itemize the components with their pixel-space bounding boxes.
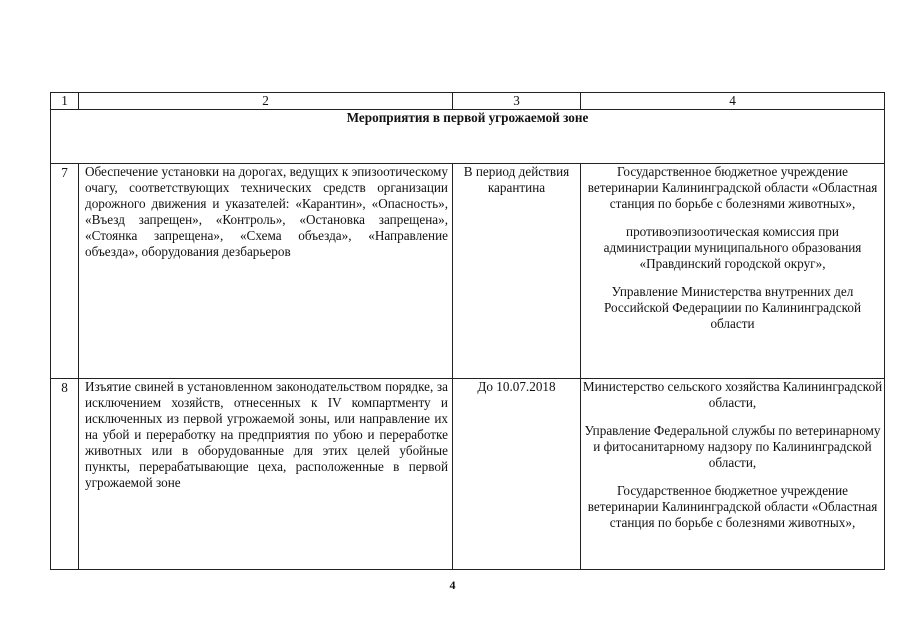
row-period: В период действия карантина [453, 164, 581, 379]
row-description [79, 379, 453, 570]
table-row [51, 164, 885, 379]
responsible-item: Государственное бюджетное учреждение ветеринарии Калининградской области «Областная станция по борьбе с болезнями животных», [587, 164, 878, 211]
header-row [51, 93, 885, 110]
row-period: До 10.07.2018 [453, 379, 581, 570]
header-col-2: 2 [79, 93, 453, 110]
responsible-item: Министерство сельского хозяйства Калининградской области, [582, 379, 883, 410]
header-col-1: 1 [51, 93, 79, 110]
responsible-item: Управление Федеральной службы по ветеринарному и фитосанитарному надзору по Калининградской области, [584, 423, 881, 470]
description-text: Обеспечение установки на дорогах, ведущих к эпизоотическому очагу, соответствующих технических средств организации дорожного движения и указателей: «Карантин», «Опасность», «Въезд запрещен», «Контроль», «Остановка запрещена», «Стоянка запрещена», «Схема объезда», «Направление объезда», оборудования дезбарьеров [85, 164, 448, 259]
table-row [51, 379, 885, 570]
row-responsible [581, 164, 885, 379]
measures-table [50, 92, 885, 570]
section-row [51, 110, 885, 164]
row-description [79, 164, 453, 379]
row-number: 7 [51, 164, 79, 379]
section-title: Мероприятия в первой угрожаемой зоне [51, 110, 885, 164]
responsible-item: Управление Министерства внутренних дел Российской Федерациии по Калининградской области [603, 284, 862, 331]
description-text: Изъятие свиней в установленном законодательством порядке, за исключением хозяйств, отнесенных к IV компартменту и исключенных из первой угрожаемой зоны, или направление их на убой и переработку на предприятия по убою и переработке животных или в оборудованные для этих целей убойные пункты, перерабатывающие цеха, расположенные в первой угрожаемой зоне [85, 379, 448, 490]
header-col-4: 4 [581, 93, 885, 110]
responsible-item: Государственное бюджетное учреждение ветеринарии Калининградской области «Областная станция по борьбе с болезнями животных», [587, 483, 878, 530]
page-number: 4 [449, 578, 456, 592]
row-number: 8 [51, 379, 79, 570]
row-responsible [581, 379, 885, 570]
header-col-3: 3 [453, 93, 581, 110]
responsible-item: противоэпизоотическая комиссия при администрации муниципального образования «Правдинский городской округ», [603, 224, 862, 271]
